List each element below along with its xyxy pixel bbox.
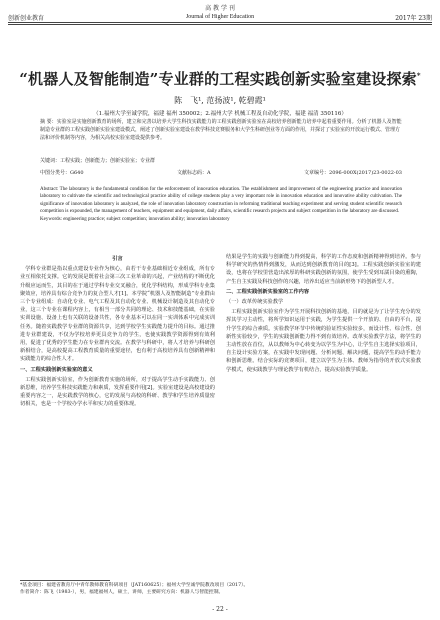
- header-rule-2: [8, 24, 432, 25]
- journal-name-cn: 高 教 学 刊: [205, 5, 235, 12]
- section-2-heading: 二、工程实践创新实验室的工作内容: [226, 288, 310, 295]
- authors: 陈 飞¹, 范扬波¹, 乾碧霞¹: [174, 96, 266, 105]
- keywords-zh: 关键词：工程实践；创新能力；创新实验室；专业群: [40, 158, 156, 164]
- document-code: 文献标志码：A: [176, 170, 211, 176]
- abstract-en-block: [40, 186, 402, 223]
- clc-number: 中图分类号：G640: [40, 170, 84, 176]
- intro-heading: 引言: [112, 256, 123, 262]
- affiliation: （1.福州大学至诚学院，福建 福州 350002；2.福州大学 机械工程及自动化学院，福建 福清 350116）: [93, 111, 347, 117]
- continued-paragraph: 结果是学生的实践与创新能力得到提高，科学的工作态度和创新精神得到培养。参与科学研究的热情得到激发，从而达到创新教育的目的[3]。工程实践创新实验室的建设，也将在学校里营造出浓厚的科研实践创新的氛围，使学生受到耳濡目染的熏陶，产生自主实践及科技创作的兴趣，培养出适应当前新形势下的创新型人才。: [226, 254, 421, 285]
- intro-paragraph: 学科专业群是指以重点建设专业作为核心，由若干专业基础相近专业组成，所有专业互相依托支撑。它的发展是既着社会第三次工业革命的兴起，产业结构的不断优化升级应运而生，其目的在于通过学科专业交叉融合，优化学科结构，形成学科专业集聚效应，培养具有综合竞争力的复合型人才[1]。本学院“机器人及智能制造”专业群由三个专业组成：自动化专业、电气工程及其自动化专业、机械设计制造及其自动化专业，这三个专业在课程内容上，有相当一部分共同的理论、技术和技能基础，在实验实训设施、设备上也有关联的设备共性，各专业基本可以在同一实训体系中完成实训任务。随着实践教学专业群的资源共享，达到学校学生实践能力提升的目标。通过推进专业群建设，不仅为学校培养更具竞争力的学生，也使实践教学资源得到有效利用，促进了优秀的学生能力在专业群内交流。在教学与科研中，将人才培养与科研创新相结合，是高校提高工程教育质量的重要途径，也有利于高校培养具有创新精神和实践能力的综合性人才。: [20, 266, 215, 363]
- issue-label: 2017年 23期: [395, 15, 432, 22]
- subsection-1-paragraph: 工程实践创新实验室作为学生开展科技创新的基地，目的就是为了让学生充分的发挥其学习主动性，将所学知识运用于实践，为学生提供一个开放的、自由的平台，提升学生的综合素质。实验教学环节中传统的验证性实验较多，而设计性、综合性、创新性实验较少，学生的实践创新能力得不到有效培养。改革实验教学方法，将学生的主动性放在首位，从以教师为中心转变为以学生为中心，让学生自主选择实验项目，自主设计实验方案，在实践中发现问题、分析问题、解决问题，提高学生的动手能力和创新思维。结合实际的竞赛项目，建立以学生为主体、教师为指导的开放式实验教学模式，使实践教学与理论教学有机结合，提高实验教学质量。: [226, 309, 421, 373]
- footnote: [20, 583, 420, 596]
- footnote-fund: *基金项目：福建省教育厅中青年教师教育科研项目（JAT160625）；福州大学至诚学院教改项目（2017）。: [20, 583, 249, 588]
- classification-line: [40, 169, 402, 176]
- column-name: 创新创业教育: [8, 15, 45, 22]
- body-right-column: [226, 253, 421, 374]
- section-1-heading: 一、工程实践创新实验室的意义: [20, 366, 93, 373]
- footnote-rule: [20, 580, 110, 581]
- paper-title: [0, 68, 440, 89]
- title-footnote-mark: *: [416, 71, 421, 80]
- keywords-en: Keywords: engineering practice; subject competition; innovation ability; innovation laboratory: [40, 216, 230, 222]
- abstract-en: Abstract: The laboratory is the fundamental condition for the enforcement of innovation education. The establishment and improvement of the engineering practice and innovation laboratory to cultivate the scientific and technological practice ability of college students play a very important role in innovation education and innovative ability cultivation. The significance of innovation laboratory is analyzed, the role of innovation laboratory construction in reforming traditional teaching experiment and serving student scientific research competition is expounded, the management of teachers, equipment and equipment, daily affairs, scientific research projects and subject competition in the laboratory are discussed.: [40, 187, 402, 215]
- title-text: “机器人及智能制造”专业群的工程实践创新实验室建设探索: [19, 70, 417, 88]
- subsection-1-heading: （一）改革传统实验教学: [226, 299, 284, 306]
- body-left-column: [20, 253, 215, 409]
- page-number: - 22 -: [212, 606, 228, 613]
- journal-name-en: Journal of Higher Education: [185, 14, 255, 20]
- footnote-author: 作者简介：陈飞（1983-），男，福建福州人，硕士，讲师，主要研究方向：机器人与智能控制。: [20, 589, 224, 595]
- article-number: 文章编号：2096-000X(2017)23-0022-03: [304, 170, 402, 176]
- header-rule: [8, 22, 432, 23]
- section-1-paragraph: 工程实践创新实验室，作为创新教育实施的场所，对于提高学生动手实践能力、创新思维，培养学生科技实践能力和素质，发挥重要作用[2]。实验室建设是高校建设的重要内容之一，是实践教学的核心，它的发展与高校的科研、教学和学生培养质量密切相关，也是一个学校办学水平和实力的重要体现。: [20, 376, 215, 408]
- journal-header: [0, 5, 440, 21]
- abstract-zh: 摘 要：实验室是实施创新教育的场所，建立和完善以培养大学生科技实践能力的工程实践创新实验室在高校培养创新能力培养中起着重要作用。分析了机器人及智能制造专业群的工程实践创新实验室建设模式，阐述了创新实验室建设在教学科技竞赛服务和大学生科研创业等方面的作用，并探讨了实验室的开放运行模式、管理方法和评价机制等内容，为相关高校实验室建设提供参考。: [40, 119, 402, 141]
